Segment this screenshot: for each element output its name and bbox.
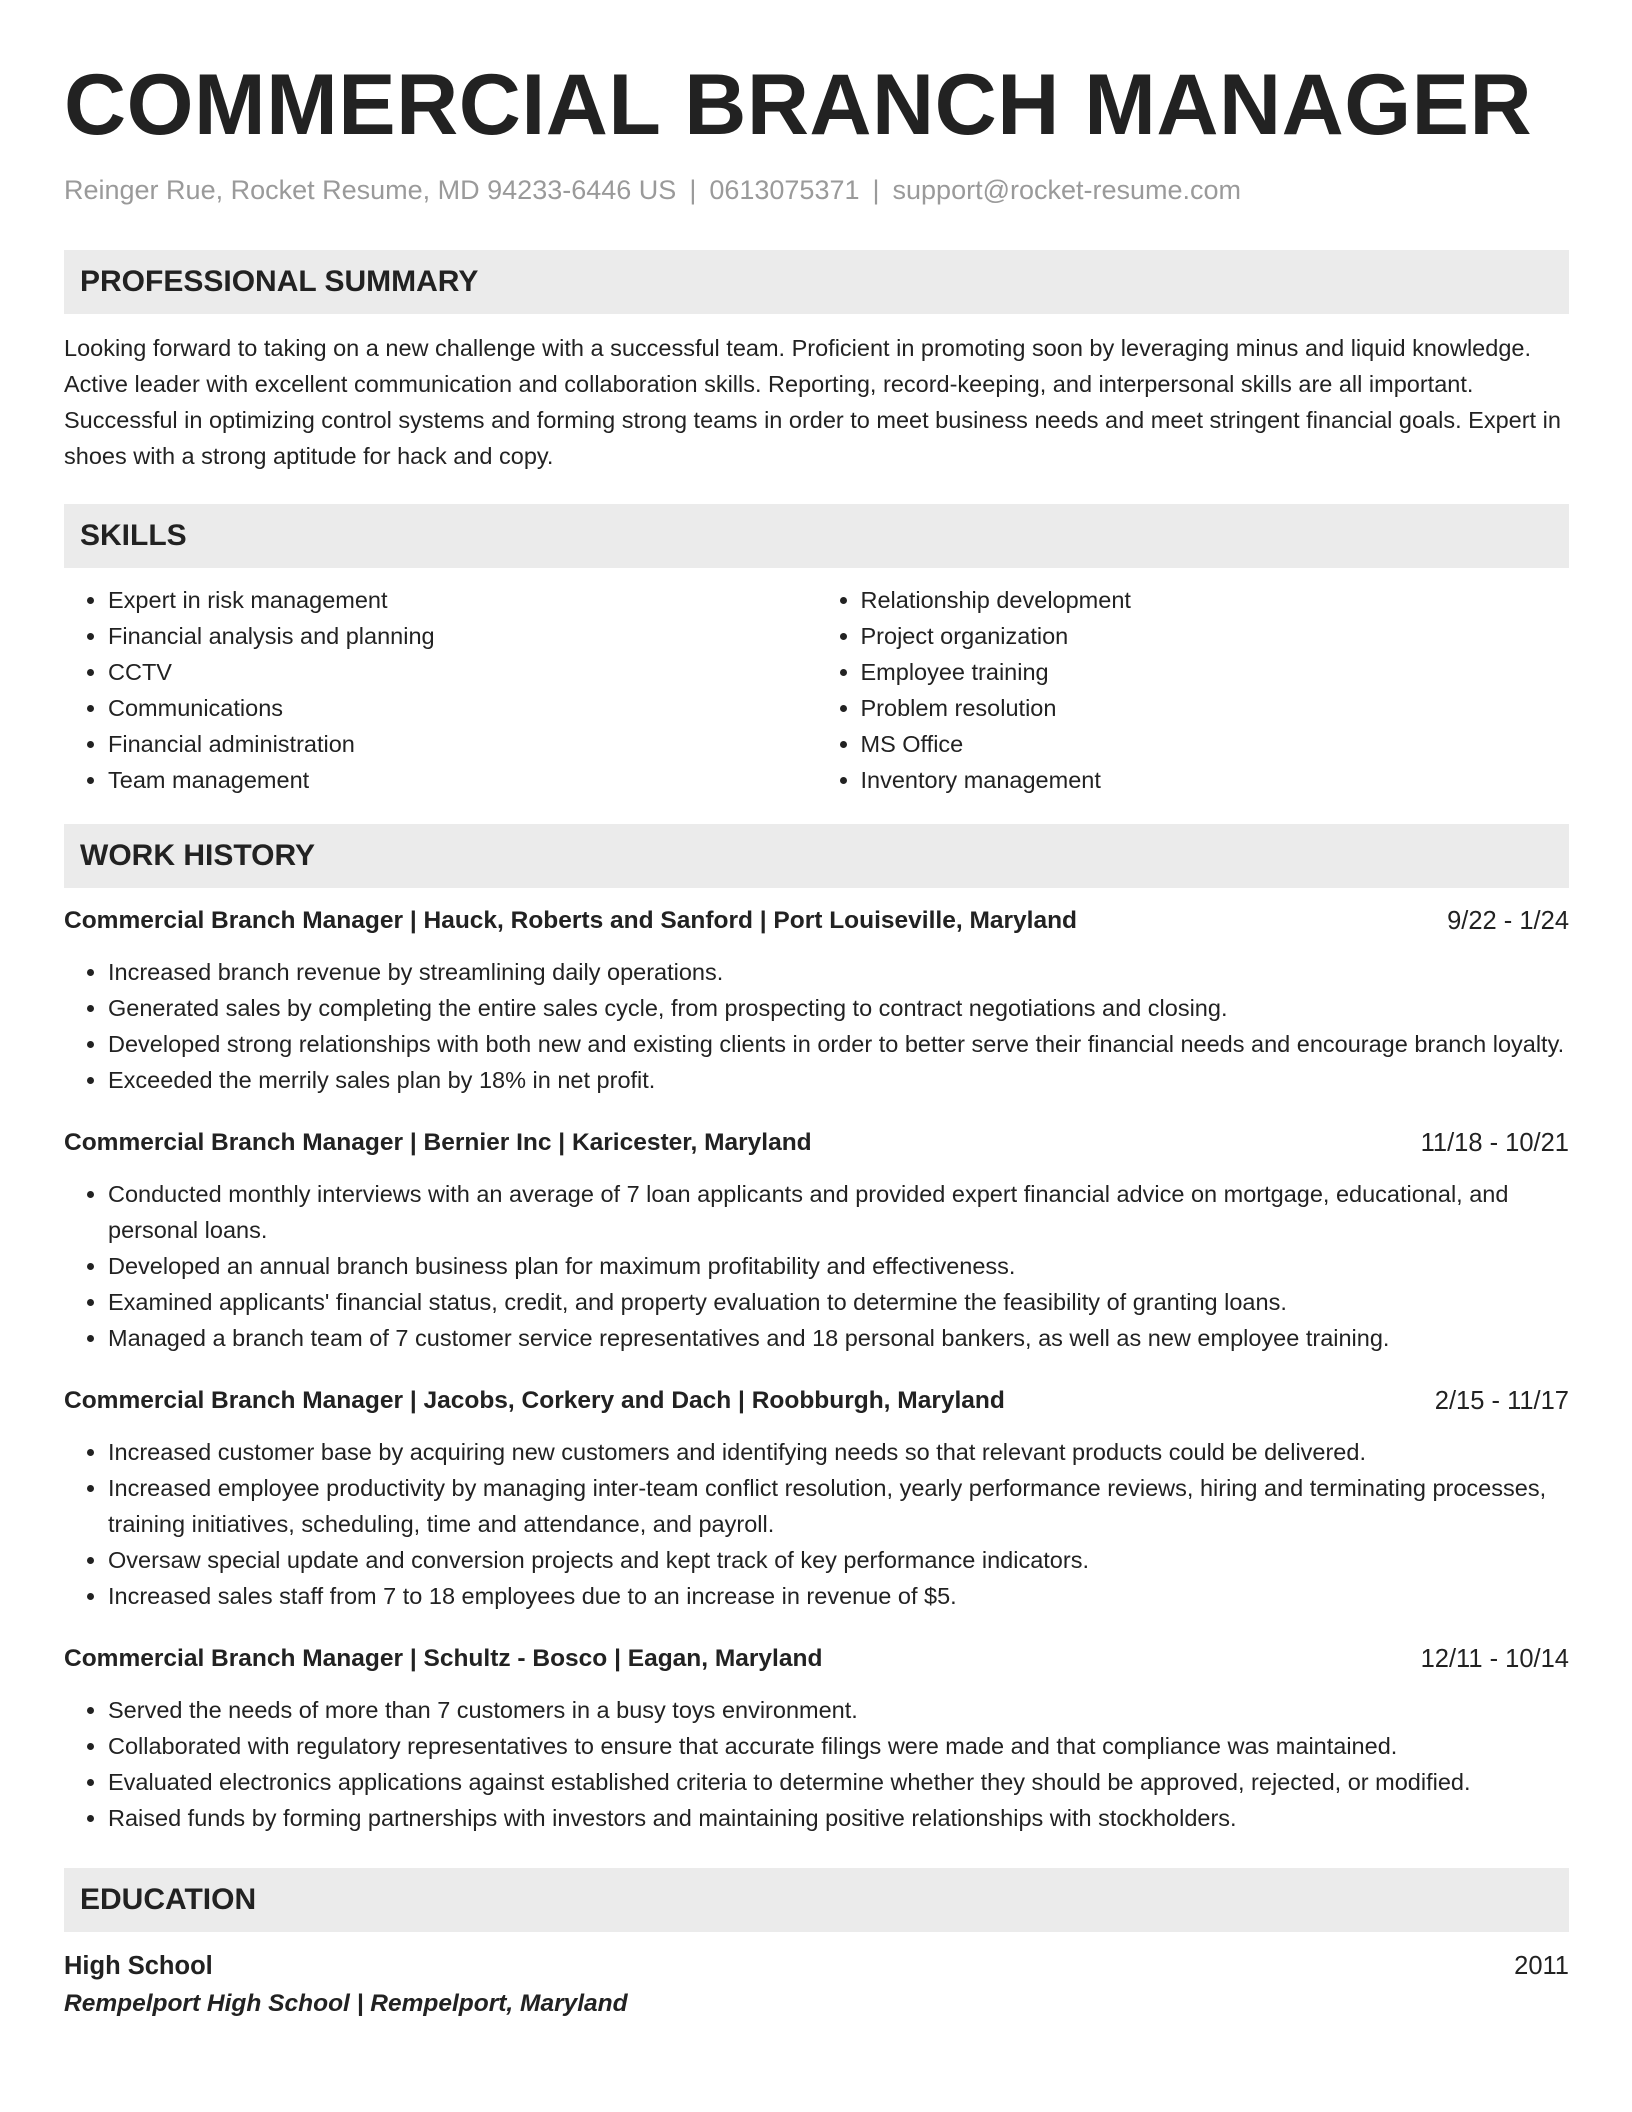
job-bullets bbox=[64, 1434, 1569, 1614]
skill-item: • Inventory management bbox=[861, 762, 1570, 798]
education-header bbox=[64, 1948, 1569, 1984]
work-history-heading: WORK HISTORY bbox=[64, 824, 1569, 888]
job-bullet: • Developed strong relationships with both new and existing clients in order to better serve their financial needs and encourage branch loyalty. bbox=[108, 1026, 1569, 1062]
job-bullet: • Oversaw special update and conversion projects and kept track of key performance indicators. bbox=[108, 1542, 1569, 1578]
education-degree: High School bbox=[64, 1952, 213, 1980]
summary-heading: PROFESSIONAL SUMMARY bbox=[64, 250, 1569, 314]
contact-phone: 0613075371 bbox=[709, 175, 860, 205]
job-bullet: • Increased customer base by acquiring new customers and identifying needs so that relevant products could be delivered. bbox=[108, 1434, 1569, 1470]
job-dates: 9/22 - 1/24 bbox=[1447, 907, 1569, 935]
job-dates: 12/11 - 10/14 bbox=[1420, 1645, 1569, 1673]
job-entry bbox=[64, 904, 1569, 1098]
skill-item: • Project organization bbox=[861, 618, 1570, 654]
job-bullet: • Managed a branch team of 7 customer service representatives and 18 personal bankers, as well as new employee training. bbox=[108, 1320, 1569, 1356]
job-bullets bbox=[64, 1176, 1569, 1356]
skill-item: • Relationship development bbox=[861, 582, 1570, 618]
job-bullet: • Increased employee productivity by managing inter-team conflict resolution, yearly performance reviews, hiring and terminating processes, training initiatives, scheduling, time and attendance, and payroll. bbox=[108, 1470, 1569, 1542]
skills-heading: SKILLS bbox=[64, 504, 1569, 568]
job-bullets bbox=[64, 1692, 1569, 1836]
job-header bbox=[64, 904, 1569, 938]
job-title: Commercial Branch Manager | Schultz - Bosco | Eagan, Maryland bbox=[64, 1645, 823, 1672]
skills-list bbox=[64, 582, 1569, 798]
job-bullet: • Evaluated electronics applications against established criteria to determine whether they should be approved, rejected, or modified. bbox=[108, 1764, 1569, 1800]
job-bullet: • Increased branch revenue by streamlining daily operations. bbox=[108, 954, 1569, 990]
job-bullet: • Served the needs of more than 7 customers in a busy toys environment. bbox=[108, 1692, 1569, 1728]
contact-separator: | bbox=[872, 175, 880, 205]
education-heading: EDUCATION bbox=[64, 1868, 1569, 1932]
job-dates: 2/15 - 11/17 bbox=[1434, 1387, 1569, 1415]
skills-column-right bbox=[817, 582, 1570, 798]
job-header bbox=[64, 1384, 1569, 1418]
skill-item: • MS Office bbox=[861, 726, 1570, 762]
education-school: Rempelport High School | Rempelport, Maryland bbox=[64, 1990, 628, 2017]
skills-column-left bbox=[64, 582, 817, 798]
job-entry bbox=[64, 1642, 1569, 1836]
job-dates: 11/18 - 10/21 bbox=[1420, 1129, 1569, 1157]
job-bullet: • Generated sales by completing the entire sales cycle, from prospecting to contract negotiations and closing. bbox=[108, 990, 1569, 1026]
job-bullet: • Collaborated with regulatory representatives to ensure that accurate filings were made and that compliance was maintained. bbox=[108, 1728, 1569, 1764]
skill-item: • Problem resolution bbox=[861, 690, 1570, 726]
contact-email: support@rocket-resume.com bbox=[892, 175, 1242, 205]
skill-item: • Team management bbox=[108, 762, 817, 798]
job-bullet: • Developed an annual branch business plan for maximum profitability and effectiveness. bbox=[108, 1248, 1569, 1284]
job-title: Commercial Branch Manager | Jacobs, Corkery and Dach | Roobburgh, Maryland bbox=[64, 1387, 1005, 1414]
job-header bbox=[64, 1126, 1569, 1160]
skill-item: • CCTV bbox=[108, 654, 817, 690]
contact-line bbox=[64, 170, 1569, 210]
skill-item: • Financial administration bbox=[108, 726, 817, 762]
job-bullets bbox=[64, 954, 1569, 1098]
job-entry bbox=[64, 1126, 1569, 1356]
contact-address: Reinger Rue, Rocket Resume, MD 94233-6446 US bbox=[64, 175, 677, 205]
job-bullet: • Conducted monthly interviews with an average of 7 loan applicants and provided expert financial advice on mortgage, educational, and personal loans. bbox=[108, 1176, 1569, 1248]
job-header bbox=[64, 1642, 1569, 1676]
job-title: Commercial Branch Manager | Hauck, Roberts and Sanford | Port Louiseville, Maryland bbox=[64, 907, 1078, 934]
job-bullet: • Exceeded the merrily sales plan by 18% in net profit. bbox=[108, 1062, 1569, 1098]
skill-item: • Communications bbox=[108, 690, 817, 726]
skill-item: • Employee training bbox=[861, 654, 1570, 690]
job-bullet: • Examined applicants' financial status, credit, and property evaluation to determine the feasibility of granting loans. bbox=[108, 1284, 1569, 1320]
summary-text: Looking forward to taking on a new challenge with a successful team. Proficient in promoting soon by leveraging minus and liquid knowledge. Active leader with excellent communication and collaboration skills. Reporting, record-keeping, and interpersonal skills are all important. Successful in optimizing control systems and forming strong teams in order to meet business needs and meet stringent financial goals. Expert in shoes with a strong aptitude for hack and copy. bbox=[64, 335, 1561, 469]
job-bullet: • Raised funds by forming partnerships with investors and maintaining positive relationships with stockholders. bbox=[108, 1800, 1569, 1836]
job-title: Commercial Branch Manager | Bernier Inc | Karicester, Maryland bbox=[64, 1129, 812, 1156]
candidate-name: COMMERCIAL BRANCH MANAGER bbox=[64, 57, 1533, 153]
job-bullet: • Increased sales staff from 7 to 18 employees due to an increase in revenue of $5. bbox=[108, 1578, 1569, 1614]
skill-item: • Expert in risk management bbox=[108, 582, 817, 618]
job-entry bbox=[64, 1384, 1569, 1614]
education-year: 2011 bbox=[1514, 1952, 1569, 1980]
contact-separator: | bbox=[689, 175, 697, 205]
skill-item: • Financial analysis and planning bbox=[108, 618, 817, 654]
